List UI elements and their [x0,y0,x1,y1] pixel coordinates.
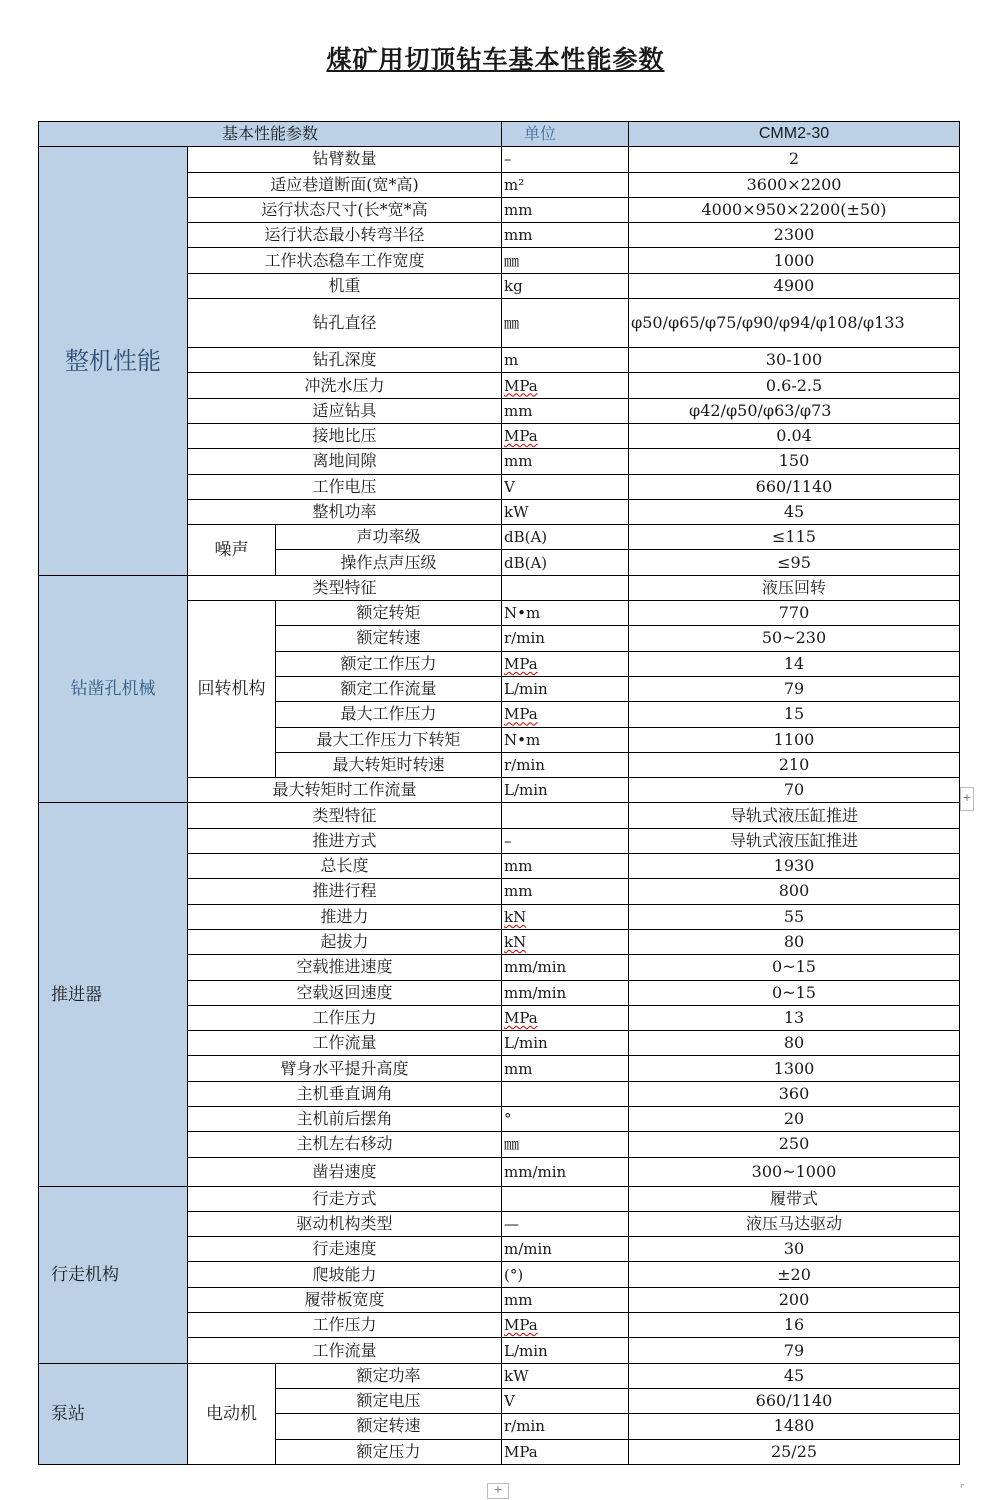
table-row [39,1363,960,1388]
table-header [39,122,960,147]
param-unit [502,1081,629,1106]
param-name: 工作压力 [188,1313,502,1338]
param-unit: — [502,1211,629,1236]
param-unit: (°) [502,1262,629,1287]
param-value: 0.04 [629,423,960,448]
param-unit: V [502,1388,629,1413]
param-name: 最大工作压力 [276,702,502,727]
param-name: 履带板宽度 [188,1287,502,1312]
param-unit: mm [502,1287,629,1312]
section-pump: 泵站 [39,1363,188,1464]
param-name: 凿岩速度 [188,1157,502,1186]
param-unit: L/min [502,778,629,803]
param-name: 最大转矩时工作流量 [188,778,502,803]
param-unit: MPa [502,1439,629,1464]
param-name: 声功率级 [276,525,502,550]
param-name: 额定电压 [276,1388,502,1413]
param-value: 800 [629,879,960,904]
param-value: 150 [629,449,960,474]
param-unit: kW [502,499,629,524]
subsection-rotary: 回转机构 [188,601,276,778]
param-name: 总长度 [188,854,502,879]
param-value: 1930 [629,854,960,879]
param-unit: ㎜ [502,299,629,348]
param-name: 钻孔直径 [188,299,502,348]
param-value: 1480 [629,1414,960,1439]
param-name: 钻臂数量 [188,147,502,172]
param-name: 工作电压 [188,474,502,499]
param-name: 空载推进速度 [188,955,502,980]
param-unit: m/min [502,1237,629,1262]
param-unit: r/min [502,752,629,777]
param-unit: – [502,147,629,172]
param-value: 45 [629,1363,960,1388]
param-unit: dB(A) [502,550,629,575]
param-value: φ42/φ50/φ63/φ73 [629,398,960,423]
param-value: 250 [629,1132,960,1157]
param-unit: kN [504,933,527,952]
param-unit: mm [502,1056,629,1081]
param-value: φ50/φ65/φ75/φ90/φ94/φ108/φ133 [629,299,960,348]
param-value: 导轨式液压缸推进 [629,803,960,828]
param-unit: kN [504,907,527,926]
param-unit: mm [502,879,629,904]
param-name: 额定转矩 [276,601,502,626]
param-value: 15 [629,702,960,727]
param-name: 离地间隙 [188,449,502,474]
spec-table [38,121,960,1465]
param-value: 20 [629,1106,960,1131]
param-value: 2300 [629,223,960,248]
param-name: 机重 [188,273,502,298]
param-value: 13 [629,1005,960,1030]
param-unit: MPa [504,427,538,446]
subsection-noise: 噪声 [188,525,276,576]
param-value: 30 [629,1237,960,1262]
table-row [39,147,960,172]
param-value: 导轨式液压缸推进 [629,828,960,853]
param-name: 冲洗水压力 [188,373,502,398]
subsection-motor: 电动机 [188,1363,276,1464]
page-title: 煤矿用切顶钻车基本性能参数 [326,45,665,74]
add-row-handle-icon[interactable]: + [960,787,974,811]
section-travel: 行走机构 [39,1186,188,1363]
param-value: 660/1140 [629,474,960,499]
param-name: 运行状态最小转弯半径 [188,223,502,248]
param-name: 适应钻具 [188,398,502,423]
header-param: 基本性能参数 [39,122,502,147]
param-name: 额定转速 [276,626,502,651]
param-unit: kg [502,273,629,298]
param-value: 液压马达驱动 [629,1211,960,1236]
param-value: 2 [629,147,960,172]
table-row [39,1186,960,1211]
param-unit: – [502,828,629,853]
param-unit: mm/min [502,1157,629,1186]
param-unit: m² [502,172,629,197]
param-value: 1000 [629,248,960,273]
param-name: 起拔力 [188,929,502,954]
param-unit: r/min [502,626,629,651]
param-name: 空载返回速度 [188,980,502,1005]
param-value: 1300 [629,1056,960,1081]
param-value: 770 [629,601,960,626]
param-unit: L/min [502,1031,629,1056]
param-value: 0~15 [629,955,960,980]
param-value: 3600×2200 [629,172,960,197]
param-unit: mm [502,449,629,474]
param-value: 80 [629,929,960,954]
param-name: 额定工作流量 [276,676,502,701]
param-name: 推进力 [188,904,502,929]
param-name: 爬坡能力 [188,1262,502,1287]
param-unit: mm/min [502,980,629,1005]
param-name: 主机垂直调角 [188,1081,502,1106]
param-value: 4900 [629,273,960,298]
param-value: 210 [629,752,960,777]
param-unit: kW [502,1363,629,1388]
header-unit: 单位 [502,122,629,147]
param-name: 工作流量 [188,1338,502,1363]
param-name: 行走速度 [188,1237,502,1262]
param-value: ≤95 [629,550,960,575]
param-name: 最大转矩时转速 [276,752,502,777]
param-value: 55 [629,904,960,929]
param-name: 最大工作压力下转矩 [276,727,502,752]
param-value: 79 [629,1338,960,1363]
param-value: 660/1140 [629,1388,960,1413]
param-value: 4000×950×2200(±50) [629,197,960,222]
param-value: 30-100 [629,348,960,373]
param-name: 工作状态稳车工作宽度 [188,248,502,273]
param-name: 额定转速 [276,1414,502,1439]
param-unit: MPa [504,376,538,395]
param-value: 200 [629,1287,960,1312]
param-unit: mm [502,197,629,222]
table-row [39,575,960,600]
param-name: 额定功率 [276,1363,502,1388]
param-unit: mm [502,854,629,879]
param-value: 45 [629,499,960,524]
section-whole-machine: 整机性能 [39,147,188,575]
param-value: ≤115 [629,525,960,550]
param-name: 额定工作压力 [276,651,502,676]
param-value: 79 [629,676,960,701]
resize-handle-icon[interactable]: ⌜ [960,1484,965,1495]
param-unit: V [502,474,629,499]
param-name: 额定压力 [276,1439,502,1464]
section-drilling: 钻凿孔机械 [39,575,188,803]
param-name: 接地比压 [188,423,502,448]
param-unit [502,1186,629,1211]
param-unit: r/min [502,1414,629,1439]
param-name: 驱动机构类型 [188,1211,502,1236]
param-value: 16 [629,1313,960,1338]
param-unit: mm [502,223,629,248]
param-name: 推进方式 [188,828,502,853]
param-value: 300~1000 [629,1157,960,1186]
param-unit: ㎜ [502,248,629,273]
param-unit: ㎜ [502,1132,629,1157]
param-unit: MPa [504,1008,538,1027]
param-unit [502,575,629,600]
param-value: 1100 [629,727,960,752]
param-unit: dB(A) [502,525,629,550]
param-name: 行走方式 [188,1186,502,1211]
param-unit: MPa [504,705,538,724]
param-value: 履带式 [629,1186,960,1211]
param-name: 整机功率 [188,499,502,524]
param-name: 工作流量 [188,1031,502,1056]
param-value: 360 [629,1081,960,1106]
param-unit: mm/min [502,955,629,980]
param-name: 类型特征 [188,803,502,828]
param-value: 80 [629,1031,960,1056]
param-unit: L/min [502,676,629,701]
param-name: 钻孔深度 [188,348,502,373]
param-unit: mm [502,398,629,423]
param-name: 主机左右移动 [188,1132,502,1157]
param-name: 臂身水平提升高度 [188,1056,502,1081]
param-unit: N•m [502,601,629,626]
header-model: CMM2-30 [629,122,960,147]
param-unit: MPa [504,1316,538,1335]
param-value: 液压回转 [629,575,960,600]
param-value: 70 [629,778,960,803]
param-unit: MPa [504,654,538,673]
param-unit: m [502,348,629,373]
param-name: 操作点声压级 [276,550,502,575]
param-value: 14 [629,651,960,676]
param-value: 25/25 [629,1439,960,1464]
param-value: 0~15 [629,980,960,1005]
param-name: 工作压力 [188,1005,502,1030]
param-unit: ° [502,1106,629,1131]
section-propeller: 推进器 [39,803,188,1186]
param-unit [502,803,629,828]
param-name: 类型特征 [188,575,502,600]
param-name: 推进行程 [188,879,502,904]
table-row [39,803,960,828]
param-name: 运行状态尺寸(长*宽*高 [188,197,502,222]
param-name: 适应巷道断面(宽*高) [188,172,502,197]
param-unit: N•m [502,727,629,752]
param-value: 0.6-2.5 [629,373,960,398]
param-name: 主机前后摆角 [188,1106,502,1131]
param-value: 50~230 [629,626,960,651]
param-unit: L/min [502,1338,629,1363]
param-value: ±20 [629,1262,960,1287]
add-column-handle-icon[interactable]: + [487,1483,509,1499]
